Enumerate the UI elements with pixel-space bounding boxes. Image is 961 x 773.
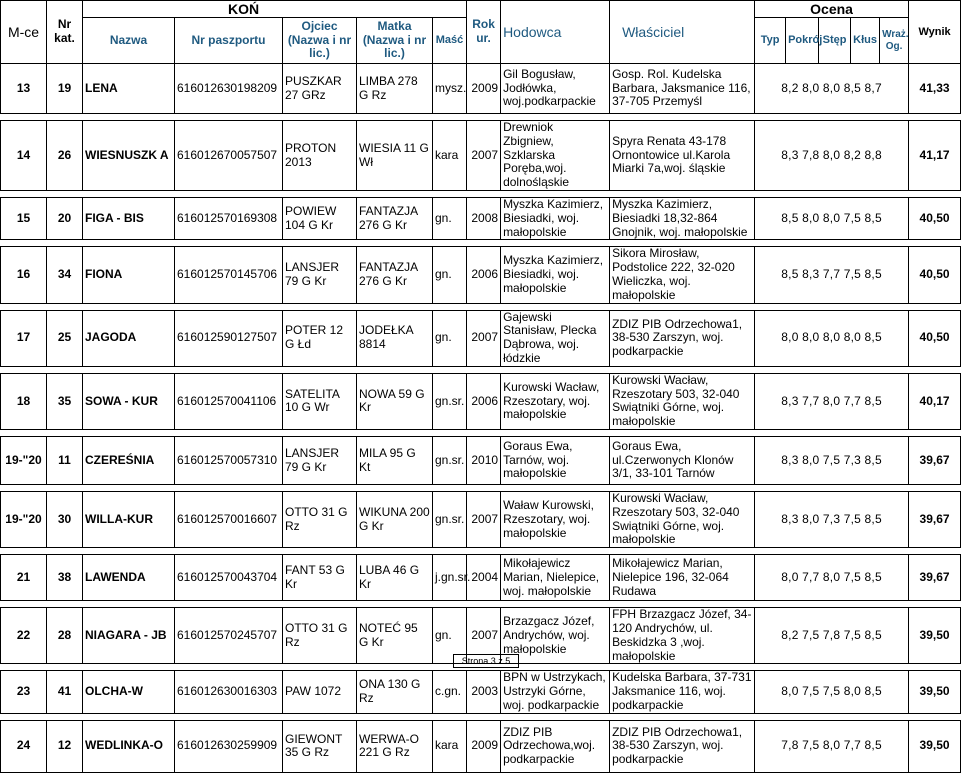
cell-passport: 616012630259909: [175, 720, 283, 772]
cell-nr-kat: 12: [47, 720, 83, 772]
cell-passport: 616012570043704: [175, 555, 283, 601]
cell-owner: Gosp. Rol. Kudelska Barbara, Jaksmanice 116, 37-705 Przemyśl: [610, 64, 755, 114]
cell-owner: Kurowski Wacław, Rzeszotary 503, 32-040 Swiątniki Górne, woj. małopolskie: [610, 492, 755, 548]
cell-coat: gn.: [433, 198, 467, 240]
cell-breeder: Drewniok Zbigniew, Szklarska Poręba,woj. dolnośląskie: [501, 121, 610, 191]
cell-breeder: Goraus Ewa, Tarnów, woj. małopolskie: [501, 437, 610, 485]
cell-name: LENA: [83, 64, 175, 114]
cell-passport: 616012570057310: [175, 437, 283, 485]
cell-mother: NOWA 59 G Kr: [357, 373, 433, 429]
table-row: [1, 198, 961, 240]
table-row: [1, 437, 961, 485]
cell-nr-kat: 38: [47, 555, 83, 601]
cell-scores: 8,0 7,7 8,0 7,5 8,5: [755, 555, 909, 601]
cell-coat: gn.sr.: [433, 492, 467, 548]
cell-year: 2007: [467, 310, 501, 366]
cell-coat: gn.: [433, 608, 467, 664]
cell-result: 41,17: [909, 121, 961, 191]
cell-name: NIAGARA - JB: [83, 608, 175, 664]
cell-owner: Mikołajewicz Marian, Nielepice 196, 32-064 Rudawa: [610, 555, 755, 601]
cell-result: 40,17: [909, 373, 961, 429]
cell-mce: 24: [1, 720, 47, 772]
cell-breeder: Kurowski Wacław, Rzeszotary, woj. małopolskie: [501, 373, 610, 429]
cell-mother: ONA 130 G Rz: [357, 671, 433, 713]
cell-mce: 21: [1, 555, 47, 601]
cell-father: GIEWONT 35 G Rz: [283, 720, 357, 772]
cell-name: FIGA - BIS: [83, 198, 175, 240]
cell-name: WIESNUSZK A: [83, 121, 175, 191]
cell-result: 40,50: [909, 310, 961, 366]
cell-passport: 616012570245707: [175, 608, 283, 664]
cell-owner: Kudelska Barbara, 37-731 Jaksmanice 116, woj. podkarpackie: [610, 671, 755, 713]
cell-year: 2004: [467, 555, 501, 601]
cell-year: 2003: [467, 671, 501, 713]
cell-coat: mysz.: [433, 64, 467, 114]
header-typ: Typ: [755, 18, 786, 64]
cell-result: 39,67: [909, 437, 961, 485]
cell-year: 2009: [467, 720, 501, 772]
cell-passport: 616012570016607: [175, 492, 283, 548]
cell-year: 2006: [467, 373, 501, 429]
cell-mother: WERWA-O 221 G Rz: [357, 720, 433, 772]
cell-scores: 8,5 8,0 8,0 7,5 8,5: [755, 198, 909, 240]
cell-owner: FPH Brzazgacz Józef, 34-120 Andrychów, ul. Beskidzka 3 ,woj. małopolskie: [610, 608, 755, 664]
cell-name: CZEREŚNIA: [83, 437, 175, 485]
cell-scores: 8,3 7,7 8,0 7,7 8,5: [755, 373, 909, 429]
cell-mce: 19-"20: [1, 492, 47, 548]
cell-father: PUSZKAR 27 GRz: [283, 64, 357, 114]
cell-breeder: Myszka Kazimierz, Biesiadki, woj. małopolskie: [501, 198, 610, 240]
cell-nr-kat: 30: [47, 492, 83, 548]
cell-year: 2008: [467, 198, 501, 240]
cell-father: OTTO 31 G Rz: [283, 608, 357, 664]
cell-mce: 14: [1, 121, 47, 191]
header-matka: Matka (Nazwa i nr lic.): [357, 18, 433, 64]
cell-nr-kat: 34: [47, 247, 83, 303]
cell-result: 39,67: [909, 555, 961, 601]
cell-mce: 16: [1, 247, 47, 303]
cell-owner: Kurowski Wacław, Rzeszotary 503, 32-040 Swiątniki Górne, woj. małopolskie: [610, 373, 755, 429]
cell-breeder: Waław Kurowski, Rzeszotary, woj. małopolskie: [501, 492, 610, 548]
cell-passport: 616012590127507: [175, 310, 283, 366]
table-row: [1, 310, 961, 366]
cell-year: 2007: [467, 492, 501, 548]
cell-mother: WIKUNA 200 G Kr: [357, 492, 433, 548]
cell-passport: 616012570145706: [175, 247, 283, 303]
cell-breeder: ZDIZ PIB Odrzechowa,woj. podkarpackie: [501, 720, 610, 772]
cell-father: FANT 53 G Kr: [283, 555, 357, 601]
cell-coat: c.gn.: [433, 671, 467, 713]
cell-scores: 8,2 8,0 8,0 8,5 8,7: [755, 64, 909, 114]
cell-name: OLCHA-W: [83, 671, 175, 713]
cell-passport: 616012670057507: [175, 121, 283, 191]
cell-mce: 13: [1, 64, 47, 114]
cell-year: 2006: [467, 247, 501, 303]
cell-year: 2010: [467, 437, 501, 485]
cell-owner: ZDIZ PIB Odrzechowa1, 38-530 Zarszyn, woj. podkarpackie: [610, 310, 755, 366]
cell-scores: 8,0 7,5 7,5 8,0 8,5: [755, 671, 909, 713]
cell-coat: j.gn.sr.: [433, 555, 467, 601]
cell-year: 2009: [467, 64, 501, 114]
cell-mother: LIMBA 278 G Rz: [357, 64, 433, 114]
page-footer: Strona 3 z 5: [453, 654, 519, 668]
cell-mother: FANTAZJA 276 G Kr: [357, 247, 433, 303]
cell-father: LANSJER 79 G Kr: [283, 437, 357, 485]
cell-breeder: Brzazgacz Józef, Andrychów, woj. małopolskie: [501, 608, 610, 664]
cell-owner: Myszka Kazimierz, Biesiadki 18,32-864 Gnojnik, woj. małopolskie: [610, 198, 755, 240]
cell-breeder: Gil Bogusław, Jodłówka, woj.podkarpackie: [501, 64, 610, 114]
cell-name: WEDLINKA-O: [83, 720, 175, 772]
cell-nr-kat: 20: [47, 198, 83, 240]
cell-coat: gn.: [433, 310, 467, 366]
cell-name: FIONA: [83, 247, 175, 303]
cell-nr-kat: 35: [47, 373, 83, 429]
cell-nr-kat: 11: [47, 437, 83, 485]
table-row: [1, 64, 961, 114]
header-rok: Rok ur.: [467, 1, 501, 64]
table-row: [1, 720, 961, 772]
cell-father: PAW 1072: [283, 671, 357, 713]
cell-result: 40,50: [909, 198, 961, 240]
cell-father: OTTO 31 G Rz: [283, 492, 357, 548]
cell-mother: WIESIA 11 G Wł: [357, 121, 433, 191]
cell-coat: gn.: [433, 247, 467, 303]
cell-nr-kat: 28: [47, 608, 83, 664]
cell-year: 2007: [467, 608, 501, 664]
cell-father: LANSJER 79 G Kr: [283, 247, 357, 303]
cell-breeder: BPN w Ustrzykach, Ustrzyki Górne, woj. podkarpackie: [501, 671, 610, 713]
cell-name: SOWA - KUR: [83, 373, 175, 429]
header-wynik: Wynik: [909, 1, 961, 64]
header-masc: Maść: [433, 18, 467, 64]
cell-mce: 22: [1, 608, 47, 664]
cell-passport: 616012570169308: [175, 198, 283, 240]
cell-mce: 23: [1, 671, 47, 713]
cell-coat: gn.sr.: [433, 373, 467, 429]
cell-mother: NOTEĆ 95 G Kr: [357, 608, 433, 664]
table-row: [1, 121, 961, 191]
cell-mce: 17: [1, 310, 47, 366]
header-nrkat: Nr kat.: [47, 1, 83, 64]
cell-scores: 8,2 7,5 7,8 7,5 8,5: [755, 608, 909, 664]
cell-breeder: Gajewski Stanisław, Plecka Dąbrowa, woj. łódzkie: [501, 310, 610, 366]
cell-nr-kat: 19: [47, 64, 83, 114]
header-kon: KOŃ: [83, 1, 467, 18]
cell-name: JAGODA: [83, 310, 175, 366]
cell-coat: kara: [433, 720, 467, 772]
cell-name: LAWENDA: [83, 555, 175, 601]
header-nrpasz: Nr paszportu: [175, 18, 283, 64]
cell-passport: 616012630198209: [175, 64, 283, 114]
table-row: [1, 671, 961, 713]
cell-father: PROTON 2013: [283, 121, 357, 191]
header-wlasciciel: Właściciel: [610, 1, 755, 64]
header-mce: M-ce: [1, 1, 47, 64]
table-row: [1, 555, 961, 601]
cell-mother: JODEŁKA 8814: [357, 310, 433, 366]
header-wraz: Wraż. Og.: [880, 18, 909, 64]
cell-scores: 8,3 8,0 7,5 7,3 8,5: [755, 437, 909, 485]
cell-owner: ZDIZ PIB Odrzechowa1, 38-530 Zarszyn, woj. podkarpackie: [610, 720, 755, 772]
header-nazwa: Nazwa: [83, 18, 175, 64]
cell-year: 2007: [467, 121, 501, 191]
cell-owner: Sikora Mirosław, Podstolice 222, 32-020 Wieliczka, woj. małopolskie: [610, 247, 755, 303]
header-step: Stęp: [819, 18, 851, 64]
cell-owner: Goraus Ewa, ul.Czerwonych Klonów 3/1, 33-101 Tarnów: [610, 437, 755, 485]
header-ojciec: Ojciec (Nazwa i nr lic.): [283, 18, 357, 64]
cell-result: 39,50: [909, 671, 961, 713]
cell-name: WILLA-KUR: [83, 492, 175, 548]
cell-nr-kat: 41: [47, 671, 83, 713]
cell-result: 39,50: [909, 608, 961, 664]
cell-breeder: Mikołajewicz Marian, Nielepice, woj. małopolskie: [501, 555, 610, 601]
cell-father: SATELITA 10 G Wr: [283, 373, 357, 429]
cell-passport: 616012630016303: [175, 671, 283, 713]
cell-nr-kat: 25: [47, 310, 83, 366]
table-row: [1, 247, 961, 303]
cell-scores: 8,5 8,3 7,7 7,5 8,5: [755, 247, 909, 303]
table-row: [1, 492, 961, 548]
cell-mce: 15: [1, 198, 47, 240]
cell-nr-kat: 26: [47, 121, 83, 191]
cell-mother: MILA 95 G Kt: [357, 437, 433, 485]
cell-scores: 8,3 8,0 7,3 7,5 8,5: [755, 492, 909, 548]
cell-scores: 8,0 8,0 8,0 8,0 8,5: [755, 310, 909, 366]
cell-mother: FANTAZJA 276 G Kr: [357, 198, 433, 240]
cell-scores: 8,3 7,8 8,0 8,2 8,8: [755, 121, 909, 191]
cell-result: 39,67: [909, 492, 961, 548]
header-ocena: Ocena: [755, 1, 909, 18]
cell-result: 39,50: [909, 720, 961, 772]
header-hodowca: Hodowca: [501, 1, 610, 64]
cell-mother: LUBA 46 G Kr: [357, 555, 433, 601]
header-pokroj: Pokrój: [786, 18, 819, 64]
cell-father: POWIEW 104 G Kr: [283, 198, 357, 240]
cell-coat: gn.sr.: [433, 437, 467, 485]
cell-result: 40,50: [909, 247, 961, 303]
cell-owner: Spyra Renata 43-178 Ornontowice ul.Karola Miarki 7a,woj. śląskie: [610, 121, 755, 191]
cell-scores: 7,8 7,5 8,0 7,7 8,5: [755, 720, 909, 772]
cell-coat: kara: [433, 121, 467, 191]
cell-breeder: Myszka Kazimierz, Biesiadki, woj. małopolskie: [501, 247, 610, 303]
cell-passport: 616012570041106: [175, 373, 283, 429]
cell-mce: 18: [1, 373, 47, 429]
cell-result: 41,33: [909, 64, 961, 114]
header-klus: Kłus: [851, 18, 880, 64]
cell-father: POTER 12 G Łd: [283, 310, 357, 366]
table-row: [1, 373, 961, 429]
cell-mce: 19-"20: [1, 437, 47, 485]
